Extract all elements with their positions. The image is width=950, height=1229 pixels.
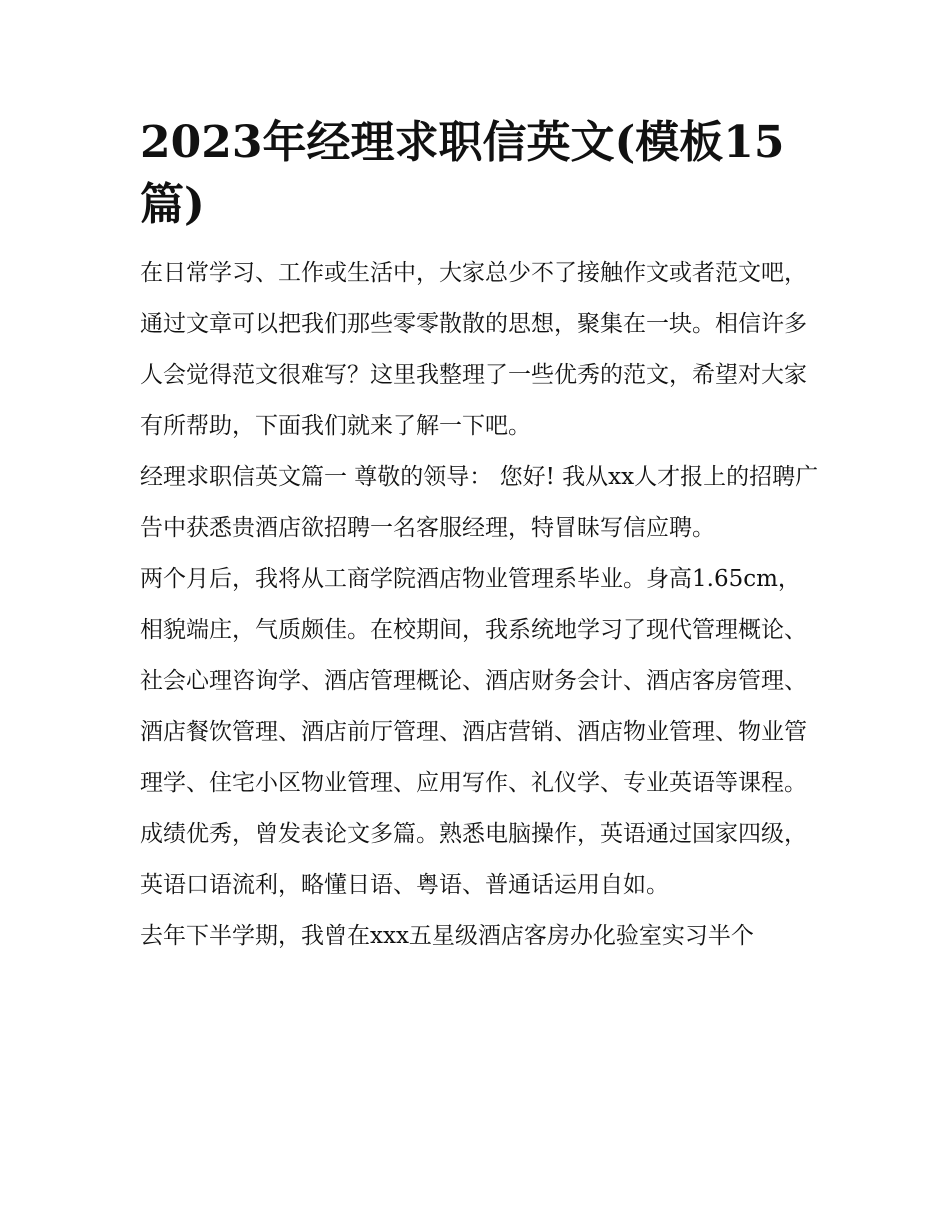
- letter-opening-paragraph: 经理求职信英文篇一 尊敬的领导： 您好! 我从xx人才报上的招聘广告中获悉贵酒店欲招聘一名客服经理，特冒昧写信应聘。: [140, 464, 819, 541]
- intro-paragraph: 在日常学习、工作或生活中，大家总少不了接触作文或者范文吧，通过文章可以把我们那些零零散散的思想，聚集在一块。相信许多人会觉得范文很难写？这里我整理了一些优秀的范文，希望对大家有所帮助，下面我们就来了解一下吧。: [140, 260, 807, 439]
- education-paragraph: 两个月后，我将从工商学院酒店物业管理系毕业。身高1.65cm，相貌端庄，气质颇佳。在校期间，我系统地学习了现代管理概论、社会心理咨询学、酒店管理概论、酒店财务会计、酒店客房管理、酒店餐饮管理、酒店前厅管理、酒店营销、酒店物业管理、物业管理学、住宅小区物业管理、应用写作、礼仪学、专业英语等课程。成绩优秀，曾发表论文多篇。熟悉电脑操作，英语通过国家四级，英语口语流利，略懂日语、粤语、普通话运用自如。: [140, 566, 807, 898]
- document-title: 2023年经理求职信英文(模板15篇): [140, 117, 785, 230]
- document-body: [140, 112, 820, 962]
- internship-paragraph: 去年下半学期，我曾在xxx五星级酒店客房办化验室实习半个: [140, 923, 754, 949]
